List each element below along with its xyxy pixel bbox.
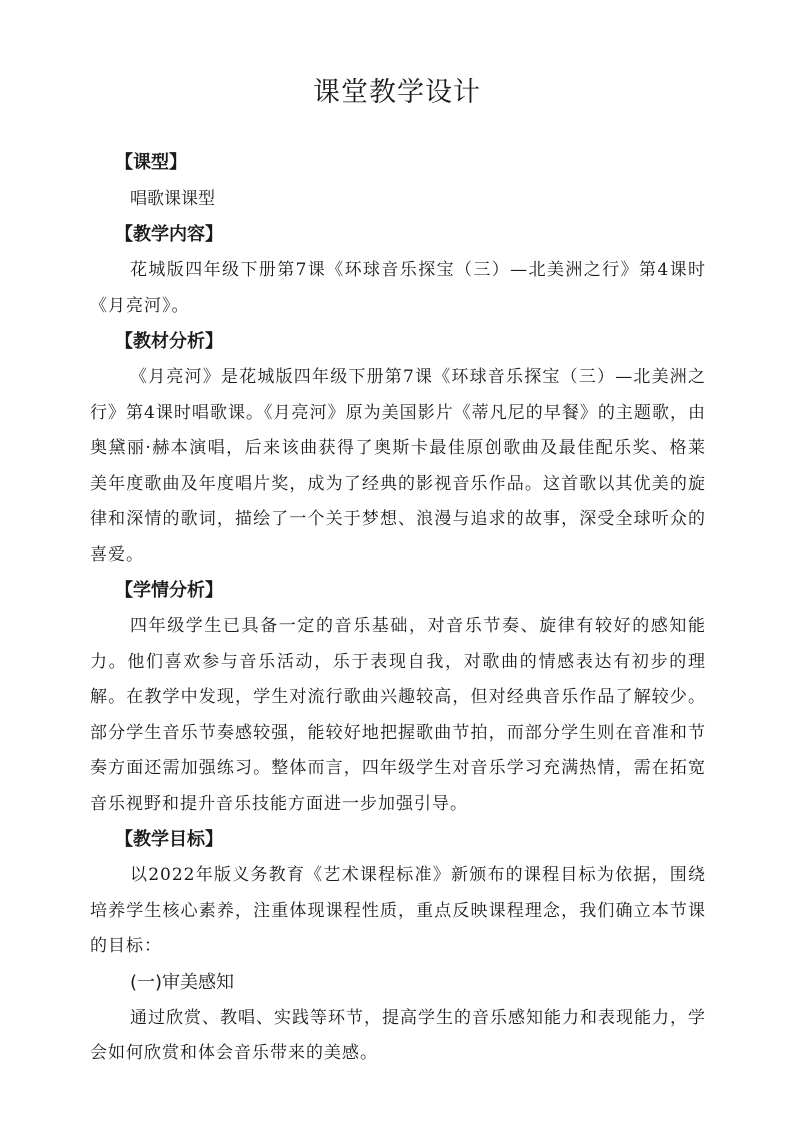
student-analysis-text: 四年级学生已具备一定的音乐基础，对音乐节奏、旋律有较好的感知能力。他们喜欢参与音乐活动，乐于表现自我，对歌曲的情感表达有初步的理解。在教学中发现，学生对流行歌曲兴趣较高，但对经典音乐作品了解较少。部分学生音乐节奏感较强，能较好地把握歌曲节拍，而部分学生则在音准和节奏方面还需加强练习。整体而言，四年级学生对音乐学习充满热情，需在拓宽音乐视野和提升音乐技能方面进一步加强引导。 <box>90 616 706 814</box>
subsection-heading-aesthetic-perception: (一)审美感知 <box>130 971 235 993</box>
document-body <box>90 145 706 1072</box>
document-title: 课堂教学设计 <box>313 77 481 108</box>
section-heading-student-analysis: 【学情分析】 <box>115 580 223 601</box>
section-heading-teaching-content: 【教学内容】 <box>115 224 223 245</box>
section-heading-course-type: 【课型】 <box>115 152 187 173</box>
course-type-text: 唱歌课课型 <box>130 189 215 209</box>
section-heading-teaching-goals: 【教学目标】 <box>115 829 223 850</box>
teaching-goals-text: 以2022年版义务教育《艺术课程标准》新颁布的课程目标为依据，围绕培养学生核心素养，注重体现课程性质，重点反映课程理念，我们确立本节课的目标： <box>90 865 706 956</box>
material-analysis-text: 《月亮河》是花城版四年级下册第7课《环球音乐探宝（三）—北美洲之行》第4课时唱歌课。《月亮河》原为美国影片《蒂凡尼的早餐》的主题歌，由奥黛丽·赫本演唱，后来该曲获得了奥斯卡最佳原创歌曲及最佳配乐奖、格莱美年度歌曲及年度唱片奖，成为了经典的影视音乐作品。这首歌以其优美的旋律和深情的歌词，描绘了一个关于梦想、浪漫与追求的故事，深受全球听众的喜爱。 <box>90 367 706 565</box>
aesthetic-perception-text: 通过欣赏、教唱、实践等环节，提高学生的音乐感知能力和表现能力，学会如何欣赏和体会音乐带来的美感。 <box>90 1007 706 1063</box>
teaching-content-text: 花城版四年级下册第7课《环球音乐探宝（三）—北美洲之行》第4课时《月亮河》。 <box>90 260 706 316</box>
section-heading-material-analysis: 【教材分析】 <box>115 331 223 352</box>
